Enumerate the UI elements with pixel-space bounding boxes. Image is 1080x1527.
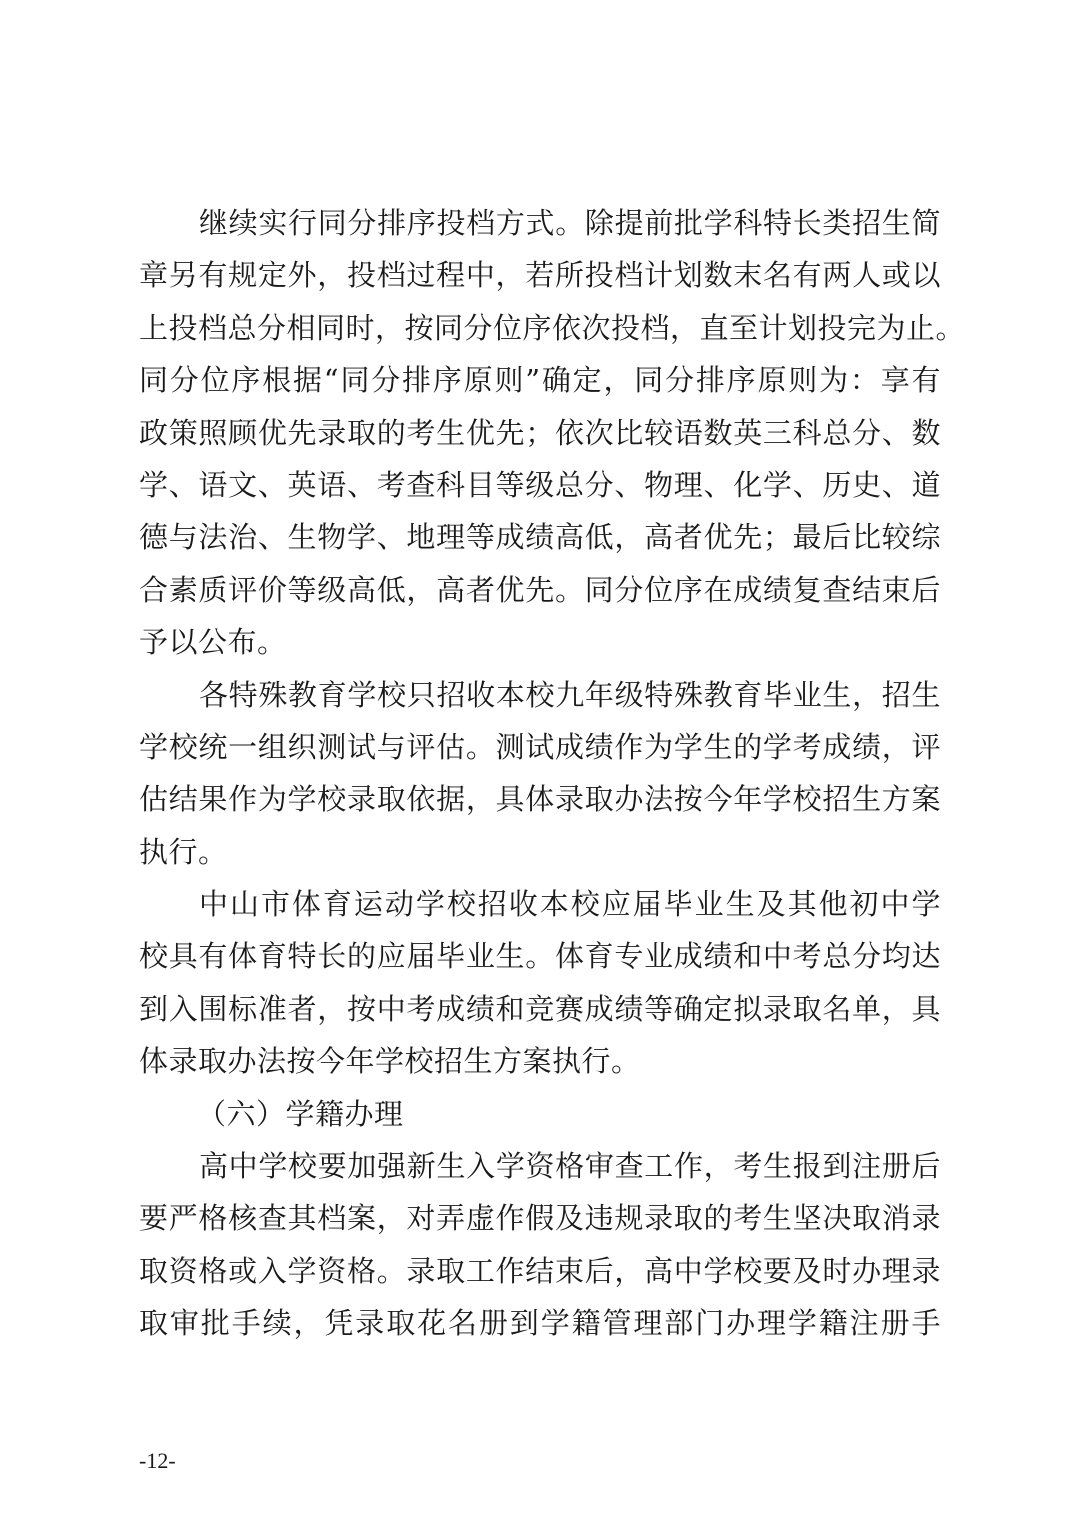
- paragraph-line: 继续实行同分排序投档方式。除提前批学科特长类招生简: [199, 206, 941, 240]
- paragraph-line: 德与法治、生物学、地理等成绩高低，高者优先；最后比较综: [139, 520, 941, 555]
- paragraph-line: 体录取办法按今年学校招生方案执行。: [139, 1044, 641, 1079]
- paragraph-line: 取审批手续，凭录取花名册到学籍管理部门办理学籍注册手: [139, 1306, 941, 1341]
- paragraph-line: 学校统一组织测试与评估。测试成绩作为学生的学考成绩，评: [139, 729, 941, 764]
- paragraph-line: 上投档总分相同时，按同分位序依次投档，直至计划投完为止。: [139, 310, 966, 345]
- page-number: -12-: [139, 1448, 176, 1473]
- paragraph-line: 取资格或入学资格。录取工作结束后，高中学校要及时办理录: [139, 1253, 941, 1288]
- paragraph-line: 中山市体育运动学校招收本校应届毕业生及其他初中学: [199, 887, 941, 922]
- paragraph-line: 要严格核查其档案，对弄虚作假及违规录取的考生坚决取消录: [139, 1201, 941, 1236]
- paragraph-line: 执行。: [139, 834, 228, 869]
- paragraph-line: 各特殊教育学校只招收本校九年级特殊教育毕业生，招生: [199, 677, 941, 712]
- paragraph-line: 政策照顾优先录取的考生优先；依次比较语数英三科总分、数: [139, 415, 941, 450]
- body-text: [139, 197, 966, 1350]
- paragraph-line: 高中学校要加强新生入学资格审查工作，考生报到注册后: [199, 1149, 941, 1184]
- paragraph-line: 估结果作为学校录取依据，具体录取办法按今年学校招生方案: [139, 782, 941, 817]
- paragraph-line: 章另有规定外，投档过程中，若所投档计划数末名有两人或以: [139, 258, 941, 293]
- paragraph-line: 学、语文、英语、考查科目等级总分、物理、化学、历史、道: [139, 467, 941, 502]
- paragraph-line: 予以公布。: [139, 625, 287, 660]
- section-heading: （六）学籍办理: [197, 1096, 404, 1131]
- paragraph-line: 同分位序根据“同分排序原则”确定，同分排序原则为：享有: [139, 363, 941, 398]
- paragraph-line: 校具有体育特长的应届毕业生。体育专业成绩和中考总分均达: [139, 939, 941, 974]
- paragraph-line: 合素质评价等级高低，高者优先。同分位序在成绩复查结束后: [139, 572, 941, 607]
- paragraph-line: 到入围标准者，按中考成绩和竞赛成绩等确定拟录取名单，具: [139, 991, 941, 1026]
